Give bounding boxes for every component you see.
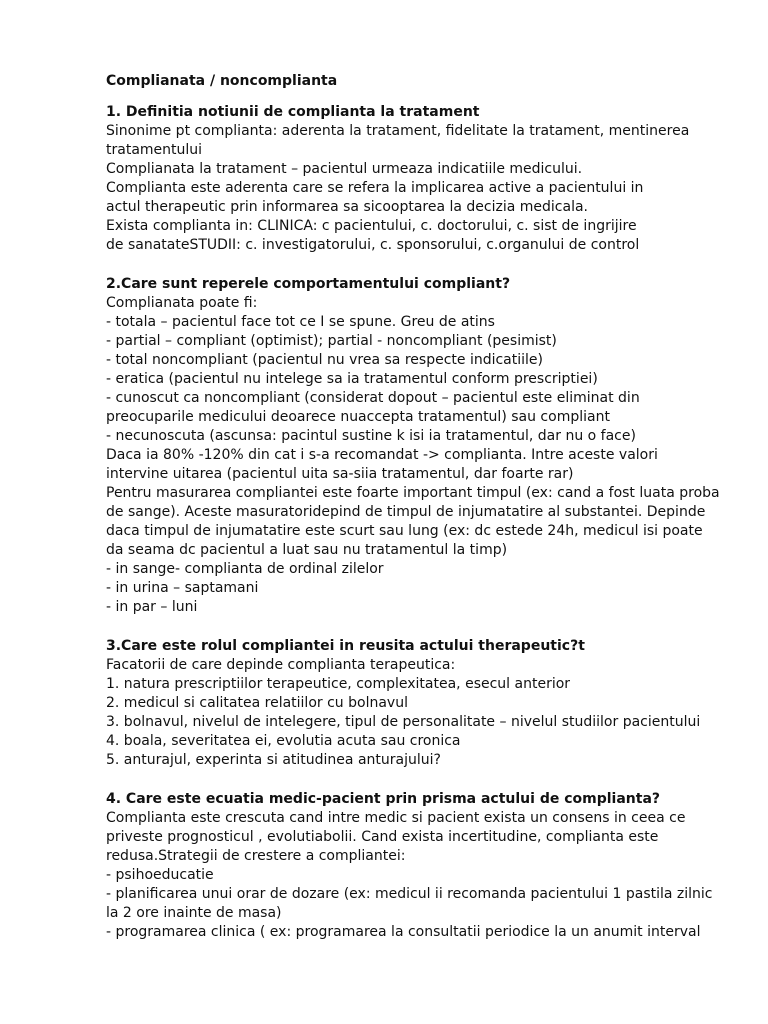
text-line: 5. anturajul, experinta si atitudinea anturajului? bbox=[106, 752, 441, 768]
document-page bbox=[106, 72, 728, 962]
text-line: Pentru masurarea compliantei este foarte important timpul (ex: cand a fost luata proba bbox=[106, 485, 720, 501]
text-line: 4. boala, severitatea ei, evolutia acuta sau cronica bbox=[106, 733, 461, 749]
text-line: 3. bolnavul, nivelul de intelegere, tipul de personalitate – nivelul studiilor pacientului bbox=[106, 714, 701, 730]
text-line: - in sange- complianta de ordinal zilelor bbox=[106, 561, 384, 577]
text-line: redusa.Strategii de crestere a compliantei: bbox=[106, 848, 406, 864]
document-body bbox=[106, 103, 728, 942]
text-line: - programarea clinica ( ex: programarea la consultatii periodice la un anumit interval bbox=[106, 924, 701, 940]
text-line: intervine uitarea (pacientul uita sa-siia tratamentul, dar foarte rar) bbox=[106, 466, 574, 482]
text-line: Complianata poate fi: bbox=[106, 295, 258, 311]
text-line: priveste prognosticul , evolutiabolii. Cand exista incertitudine, complianta este bbox=[106, 829, 659, 845]
text-line: - planificarea unui orar de dozare (ex: medicul ii recomanda pacientului 1 pastila zilnic bbox=[106, 886, 713, 902]
text-line: daca timpul de injumatatire este scurt sau lung (ex: dc estede 24h, medicul isi poate bbox=[106, 523, 703, 539]
text-line: de sange). Aceste masuratoridepind de timpul de injumatatire al substantei. Depinde bbox=[106, 504, 706, 520]
text-line: Exista complianta in: CLINICA: c pacientului, c. doctorului, c. sist de ingrijire bbox=[106, 218, 637, 234]
text-line: - necunoscuta (ascunsa: pacintul sustine k isi ia tratamentul, dar nu o face) bbox=[106, 428, 636, 444]
section-1 bbox=[106, 103, 728, 255]
text-line: Sinonime pt complianta: aderenta la tratament, fidelitate la tratament, mentinerea bbox=[106, 123, 690, 139]
text-line: preocuparile medicului deoarece nuaccepta tratamentul) sau compliant bbox=[106, 409, 610, 425]
text-line: Daca ia 80% -120% din cat i s-a recomandat -> complianta. Intre aceste valori bbox=[106, 447, 658, 463]
text-line: Complianata la tratament – pacientul urmeaza indicatiile medicului. bbox=[106, 161, 583, 177]
section-3 bbox=[106, 637, 728, 770]
section-heading: 1. Definitia notiunii de complianta la tratament bbox=[106, 104, 480, 120]
text-line: da seama dc pacientul a luat sau nu tratamentul la timp) bbox=[106, 542, 508, 558]
text-line: 2. medicul si calitatea relatiilor cu bolnavul bbox=[106, 695, 408, 711]
text-line: 1. natura prescriptiilor terapeutice, complexitatea, esecul anterior bbox=[106, 676, 571, 692]
text-line: - in urina – saptamani bbox=[106, 580, 259, 596]
section-4 bbox=[106, 790, 728, 942]
text-line: - totala – pacientul face tot ce I se spune. Greu de atins bbox=[106, 314, 495, 330]
text-line: tratamentului bbox=[106, 142, 203, 158]
document-title: Complianata / noncomplianta bbox=[106, 73, 338, 89]
text-line: actul therapeutic prin informarea sa sicooptarea la decizia medicala. bbox=[106, 199, 588, 215]
text-line: - partial – compliant (optimist); partial - noncompliant (pesimist) bbox=[106, 333, 557, 349]
section-2 bbox=[106, 275, 728, 617]
text-line: Complianta este crescuta cand intre medic si pacient exista un consens in ceea ce bbox=[106, 810, 686, 826]
section-heading: 4. Care este ecuatia medic-pacient prin prisma actului de complianta? bbox=[106, 791, 661, 807]
section-heading: 2.Care sunt reperele comportamentului compliant? bbox=[106, 276, 511, 292]
text-line: - in par – luni bbox=[106, 599, 198, 615]
text-line: Complianta este aderenta care se refera la implicarea active a pacientului in bbox=[106, 180, 644, 196]
text-line: - psihoeducatie bbox=[106, 867, 214, 883]
text-line: - eratica (pacientul nu intelege sa ia tratamentul conform prescriptiei) bbox=[106, 371, 598, 387]
section-heading: 3.Care este rolul compliantei in reusita actului therapeutic?t bbox=[106, 638, 585, 654]
text-line: la 2 ore inainte de masa) bbox=[106, 905, 282, 921]
text-line: - cunoscut ca noncompliant (considerat dopout – pacientul este eliminat din bbox=[106, 390, 640, 406]
text-line: - total noncompliant (pacientul nu vrea sa respecte indicatiile) bbox=[106, 352, 543, 368]
text-line: Facatorii de care depinde complianta terapeutica: bbox=[106, 657, 456, 673]
text-line: de sanatateSTUDII: c. investigatorului, c. sponsorului, c.organului de control bbox=[106, 237, 640, 253]
